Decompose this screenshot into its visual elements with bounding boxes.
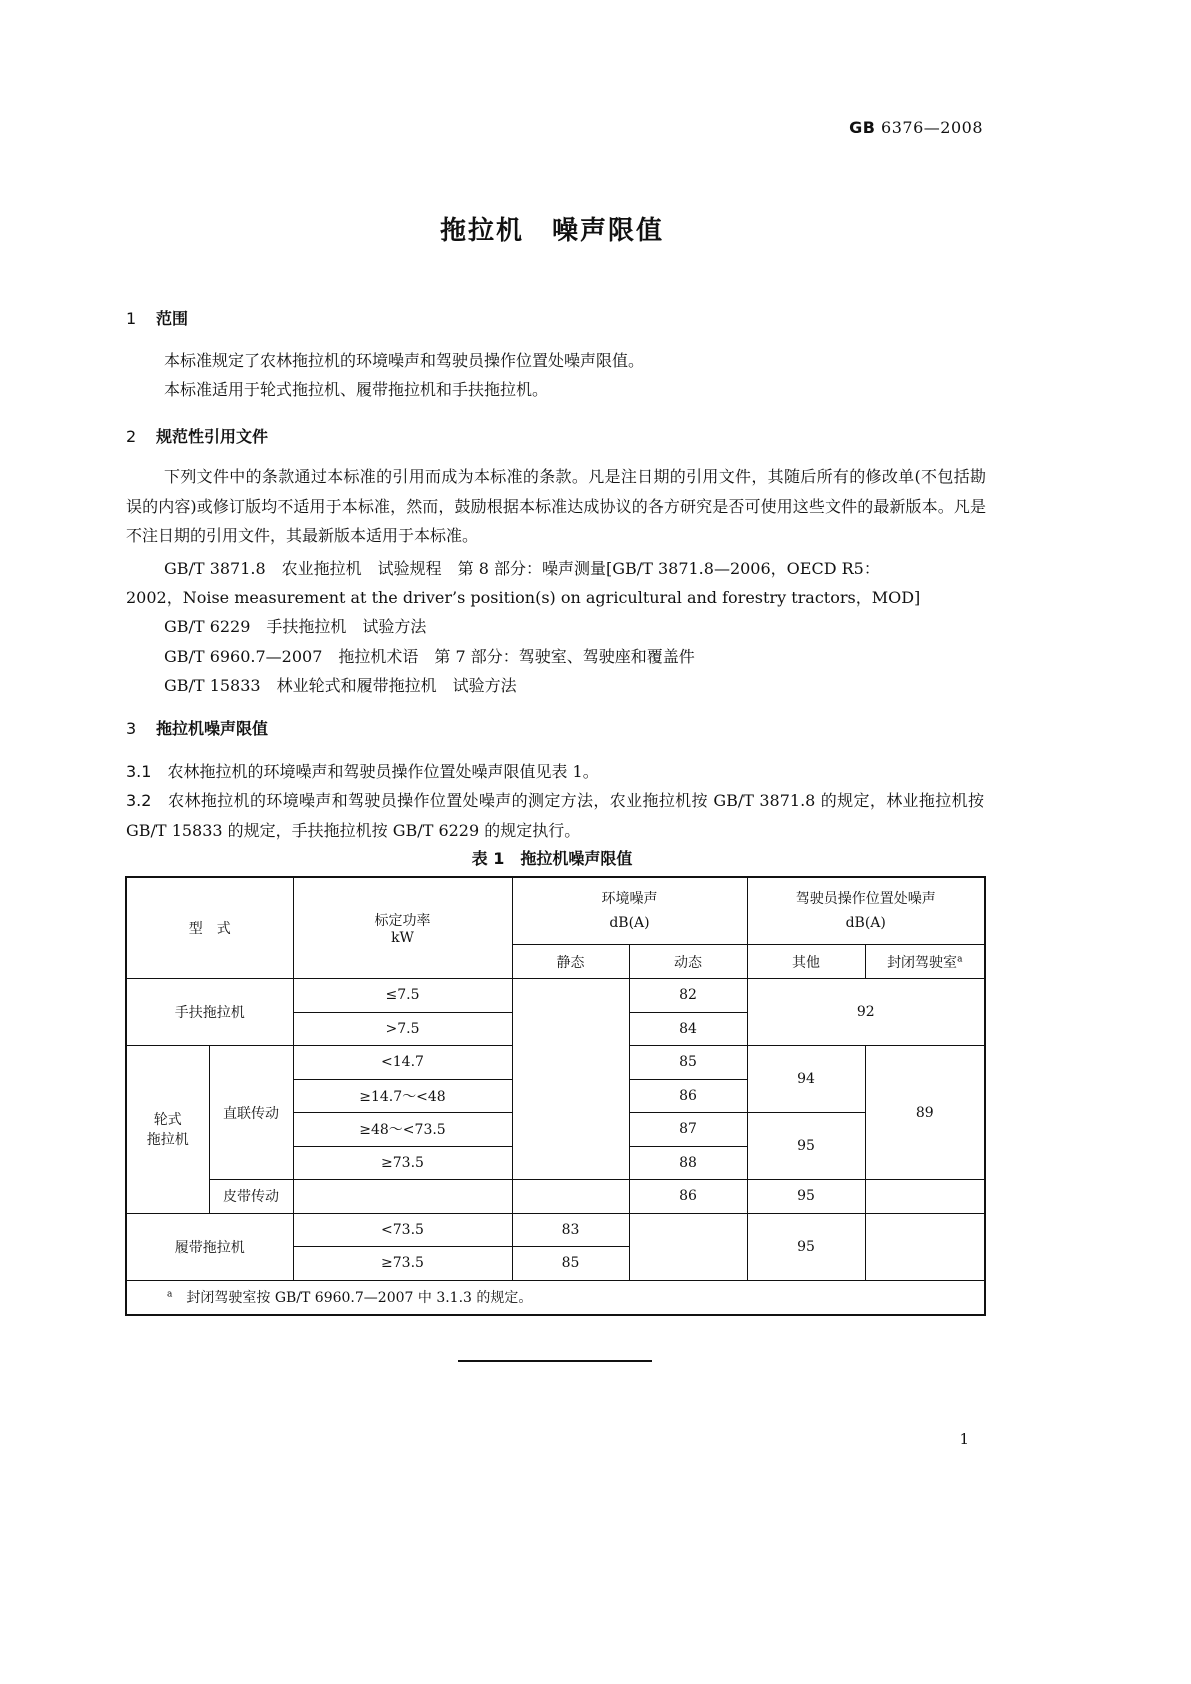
clause-3-1: 3.1 农林拖拉机的环境噪声和驾驶员操作位置处噪声限值见表 1。 [126,762,599,781]
cell-power: ≥73.5 [293,1146,512,1180]
cell-static: 83 [512,1213,629,1247]
header-environment-noise: 环境噪声 dB(A) [512,877,747,945]
section-1-para-1: 本标准规定了农林拖拉机的环境噪声和驾驶员操作位置处噪声限值。 [164,351,645,370]
header-type: 型 式 [126,877,293,979]
section-1-heading: 1 范围 [126,309,189,328]
cell-closed-empty [865,1213,985,1280]
reference-1-line-2: 2002，Noise measurement at the driver’s position(s) on agricultural and forestry tractors，MOD] [126,588,921,607]
cell-dynamic: 82 [629,979,747,1013]
row-label-belt-drive: 皮带传动 [209,1180,293,1214]
cell-power: ≥14.7～<48 [293,1079,512,1113]
section-3-heading: 3 拖拉机噪声限值 [126,719,269,738]
section-2-intro: 下列文件中的条款通过本标准的引用而成为本标准的条款。凡是注日期的引用文件，其随后所有的修改单(不包括勘误的内容)或修订版均不适用于本标准，然而，鼓励根据本标准达成协议的各方研究是否可使用这些文件的最新版本。凡是不注日期的引用文件，其最新版本适用于本标准。 [126,467,986,545]
cell-walk-driver: 92 [747,979,985,1046]
header-driver-noise: 驾驶员操作位置处噪声 dB(A) [747,877,985,945]
section-2-heading: 2 规范性引用文件 [126,427,269,446]
section-1-para-2: 本标准适用于轮式拖拉机、履带拖拉机和手扶拖拉机。 [164,380,549,399]
cell-dynamic-empty [629,1213,747,1280]
reference-4: GB/T 15833 林业轮式和履带拖拉机 试验方法 [164,676,517,695]
cell-power: ≥73.5 [293,1247,512,1281]
clause-3-2: 3.2 农林拖拉机的环境噪声和驾驶员操作位置处噪声的测定方法，农业拖拉机按 GB/T 3871.8 的规定，林业拖拉机按 GB/T 15833 的规定，手扶拖拉机按 GB/T 6229 的规定执行。 [126,791,984,840]
table-caption: 表 1 拖拉机噪声限值 [471,849,633,868]
header-static: 静态 [512,945,629,979]
cell-dynamic: 86 [629,1079,747,1113]
cell-static-empty [512,979,629,1180]
cell-power: ≤7.5 [293,979,512,1013]
cell-wheel-closed-cab: 89 [865,1046,985,1180]
page-number: 1 [959,1430,969,1448]
reference-2: GB/T 6229 手扶拖拉机 试验方法 [164,617,427,636]
cell-other: 95 [747,1180,865,1214]
cell-dynamic: 84 [629,1012,747,1046]
reference-3: GB/T 6960.7—2007 拖拉机术语 第 7 部分：驾驶室、驾驶座和覆盖件 [164,647,695,666]
cell-dynamic: 87 [629,1113,747,1147]
cell-power-empty [293,1180,512,1214]
header-power: 标定功率 kW [293,877,512,979]
cell-power: <73.5 [293,1213,512,1247]
row-label-track-tractor: 履带拖拉机 [126,1213,293,1280]
cell-static: 85 [512,1247,629,1281]
row-label-direct-drive: 直联传动 [209,1046,293,1180]
table-footnote: $^a$ 封闭驾驶室按 GB/T 6960.7—2007 中 3.1.3 的规定。 [126,1280,985,1315]
row-label-walk-tractor: 手扶拖拉机 [126,979,293,1046]
header-closed-cab: 封闭驾驶室$^a$ [865,945,985,979]
end-rule [458,1360,652,1362]
row-label-wheel-tractor: 轮式 拖拉机 [126,1046,209,1214]
cell-static-empty [512,1180,629,1214]
cell-other: 95 [747,1213,865,1280]
standard-code: GB 6376—2008 [849,118,983,137]
cell-dynamic: 86 [629,1180,747,1214]
cell-dynamic: 85 [629,1046,747,1080]
cell-power: ≥48～<73.5 [293,1113,512,1147]
document-title: 拖拉机 噪声限值 [439,216,664,246]
cell-closed-empty [865,1180,985,1214]
cell-other: 94 [747,1046,865,1113]
noise-limit-table [125,876,986,1316]
header-dynamic: 动态 [629,945,747,979]
cell-power: <14.7 [293,1046,512,1080]
reference-1-line-1: GB/T 3871.8 农业拖拉机 试验规程 第 8 部分：噪声测量[GB/T 3871.8—2006，OECD R5： [164,559,880,578]
cell-other: 95 [747,1113,865,1180]
cell-power: >7.5 [293,1012,512,1046]
cell-dynamic: 88 [629,1146,747,1180]
header-other: 其他 [747,945,865,979]
